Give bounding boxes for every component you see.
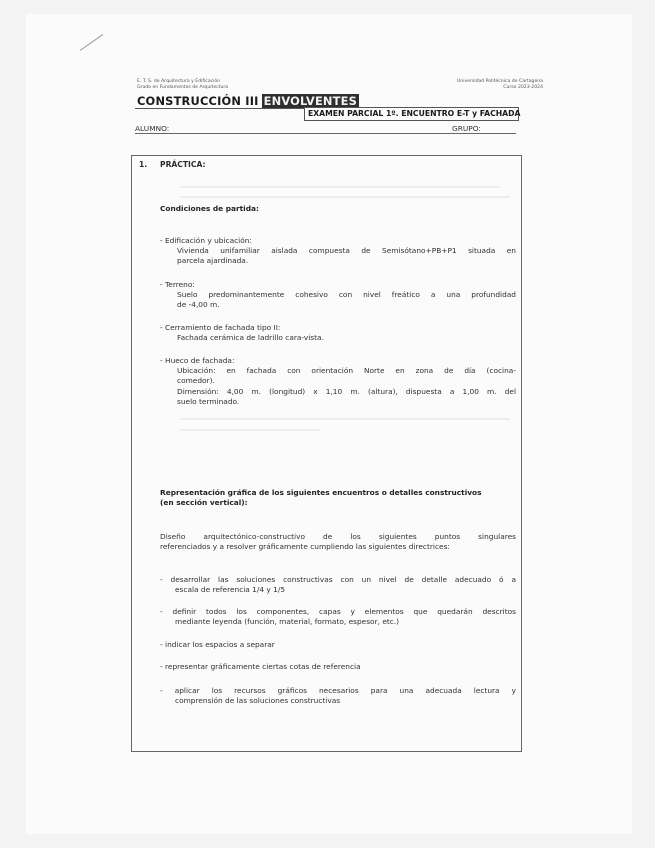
- bleed-through: [180, 418, 510, 420]
- design-text: Diseño arquitectónico-constructivo de los siguientes puntos singulares: [160, 532, 516, 541]
- item-label: - Terreno:: [160, 280, 195, 289]
- course-underline: [135, 108, 305, 109]
- course-name: CONSTRUCCIÓN III: [137, 94, 259, 108]
- section-title: PRÁCTICA:: [160, 160, 206, 169]
- student-line: [135, 133, 516, 134]
- directive-text: - definir todos los componentes, capas y elementos que quedarán descritos: [160, 607, 516, 616]
- grupo-label: GRUPO:: [452, 124, 481, 133]
- representation-subheading: (en sección vertical):: [160, 498, 248, 507]
- directive-text: - indicar los espacios a separar: [160, 640, 275, 649]
- degree-line: Grado en Fundamentos de Arquitectura: [137, 84, 229, 90]
- university-info: [395, 79, 543, 90]
- item-text: Vivienda unifamiliar aislada compuesta de Semisótano+PB+P1 situada en: [177, 246, 516, 255]
- item-label: - Cerramiento de fachada tipo II:: [160, 323, 281, 332]
- section-number: 1.: [139, 160, 148, 169]
- item-text: de -4,00 m.: [177, 300, 220, 309]
- item-text: Dimensión: 4,00 m. (longitud) x 1,10 m. (altura), dispuesta a 1,00 m. del: [177, 387, 516, 396]
- item-text: Fachada cerámica de ladrillo cara-vista.: [177, 333, 324, 342]
- course-year: Curso 2023-2024: [503, 84, 543, 90]
- representation-heading: Representación gráfica de los siguientes encuentros o detalles constructivos: [160, 488, 482, 497]
- bleed-through: [180, 196, 510, 198]
- exam-title: EXAMEN PARCIAL 1º. ENCUENTRO E-T y FACHADA: [304, 107, 519, 121]
- bleed-through: [180, 186, 500, 188]
- directive-text: mediante leyenda (función, material, formato, espesor, etc.): [175, 617, 400, 626]
- directive-text: - representar gráficamente ciertas cotas de referencia: [160, 662, 361, 671]
- item-text: Suelo predominantemente cohesivo con nivel freático a una profundidad: [177, 290, 516, 299]
- directive-text: comprensión de las soluciones constructivas: [175, 696, 341, 705]
- conditions-heading: Condiciones de partida:: [160, 204, 259, 213]
- directive-text: - aplicar los recursos gráficos necesarios para una adecuada lectura y: [160, 686, 516, 695]
- school-line: E. T. S. de Arquitectura y Edificación: [137, 79, 221, 84]
- course-title: [137, 94, 359, 108]
- item-label: - Edificación y ubicación:: [160, 236, 252, 245]
- item-text: parcela ajardinada.: [177, 256, 249, 265]
- design-text: referenciados y a resolver gráficamente cumpliendo las siguientes directrices:: [160, 542, 450, 551]
- university-line: Universidad Politécnica de Cartagena: [456, 79, 543, 84]
- bleed-through: [180, 429, 320, 431]
- school-info: [137, 79, 228, 90]
- item-text: Ubicación: en fachada con orientación Norte en zona de día (cocina-: [177, 366, 516, 375]
- item-label: - Hueco de fachada:: [160, 356, 235, 365]
- directive-text: - desarrollar las soluciones constructivas con un nivel de detalle adecuado ó a: [160, 575, 516, 584]
- item-text: comedor).: [177, 376, 215, 385]
- item-text: suelo terminado.: [177, 397, 240, 406]
- directive-text: escala de referencia 1/4 y 1/5: [175, 585, 286, 594]
- alumno-label: ALUMNO:: [135, 124, 170, 133]
- course-highlight: ENVOLVENTES: [263, 94, 358, 108]
